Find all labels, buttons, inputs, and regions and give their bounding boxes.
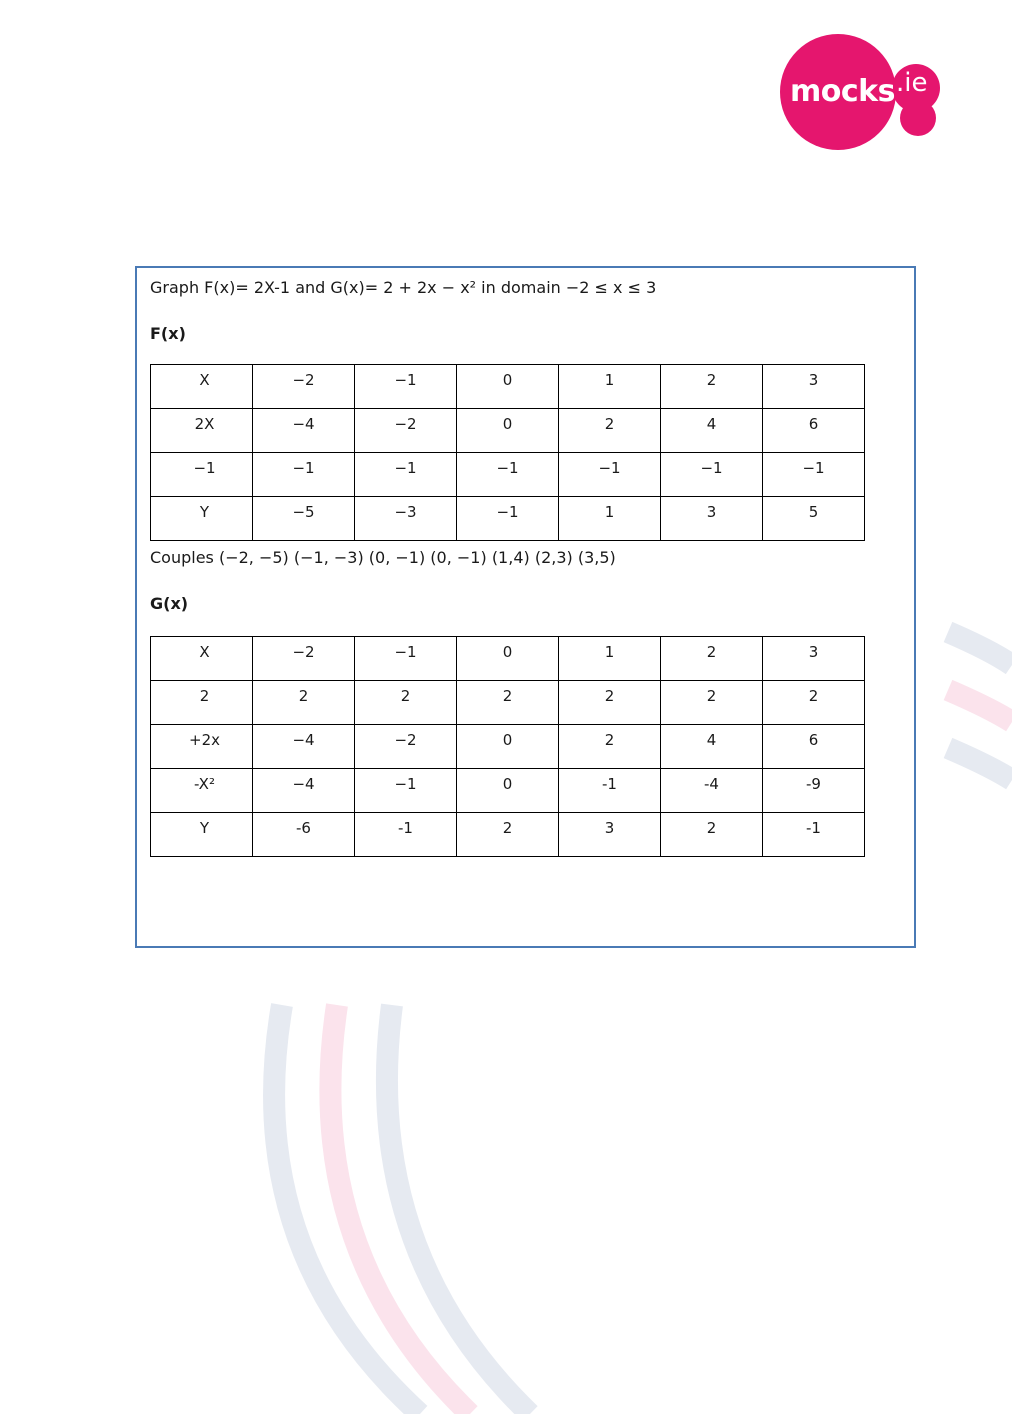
table-cell: 0 [457, 409, 559, 453]
row-header-cell: Y [151, 813, 253, 857]
table-cell: 2 [457, 681, 559, 725]
row-header-cell: -X² [151, 769, 253, 813]
mocks-ie-logo [780, 34, 940, 154]
table-cell: -1 [559, 769, 661, 813]
table-row [151, 813, 865, 857]
table-cell: −2 [355, 409, 457, 453]
table-cell: −1 [355, 453, 457, 497]
table-cell: 2 [559, 409, 661, 453]
f-values-table [150, 364, 865, 541]
table-cell: -6 [253, 813, 355, 857]
table-cell: −1 [253, 453, 355, 497]
table-cell: -1 [763, 813, 865, 857]
table-cell: −2 [253, 637, 355, 681]
g-table-label: G(x) [150, 594, 189, 613]
table-cell: −2 [253, 365, 355, 409]
table-cell: 2 [763, 681, 865, 725]
table-cell: 2 [661, 365, 763, 409]
table-cell: −1 [457, 497, 559, 541]
table-cell: -4 [661, 769, 763, 813]
table-cell: −1 [457, 453, 559, 497]
table-cell: −1 [763, 453, 865, 497]
table-cell: 4 [661, 725, 763, 769]
row-header-cell: 2 [151, 681, 253, 725]
table-cell: 4 [661, 409, 763, 453]
row-header-cell: Y [151, 497, 253, 541]
f-table-label: F(x) [150, 324, 186, 343]
table-cell: 2 [559, 681, 661, 725]
table-cell: 2 [355, 681, 457, 725]
question-heading: Graph F(x)= 2X-1 and G(x)= 2 + 2x − x² in domain −2 ≤ x ≤ 3 [150, 278, 657, 297]
table-row [151, 365, 865, 409]
row-header-cell: X [151, 637, 253, 681]
table-cell: −1 [355, 365, 457, 409]
table-cell: −4 [253, 769, 355, 813]
logo-wordmark: mocks [790, 74, 895, 109]
table-row [151, 681, 865, 725]
row-header-cell: −1 [151, 453, 253, 497]
table-cell: 3 [559, 813, 661, 857]
row-header-cell: 2X [151, 409, 253, 453]
table-cell: 2 [661, 813, 763, 857]
table-cell: 1 [559, 497, 661, 541]
table-cell: −2 [355, 725, 457, 769]
table-cell: −5 [253, 497, 355, 541]
table-cell: 0 [457, 365, 559, 409]
table-cell: 3 [763, 365, 865, 409]
table-row [151, 497, 865, 541]
couples-text: Couples (−2, −5) (−1, −3) (0, −1) (0, −1) (1,4) (2,3) (3,5) [150, 548, 616, 567]
table-cell: 3 [763, 637, 865, 681]
table-cell: −3 [355, 497, 457, 541]
table-cell: −1 [355, 769, 457, 813]
g-values-table [150, 636, 865, 857]
table-row [151, 453, 865, 497]
table-cell: 1 [559, 637, 661, 681]
table-cell: 2 [559, 725, 661, 769]
row-header-cell: +2x [151, 725, 253, 769]
row-header-cell: X [151, 365, 253, 409]
table-row [151, 725, 865, 769]
logo-suffix: .ie [896, 68, 928, 98]
table-cell: 0 [457, 637, 559, 681]
table-cell: -1 [355, 813, 457, 857]
table-cell: −1 [559, 453, 661, 497]
table-cell: 5 [763, 497, 865, 541]
table-row [151, 409, 865, 453]
table-cell: -9 [763, 769, 865, 813]
table-cell: 2 [253, 681, 355, 725]
table-cell: 1 [559, 365, 661, 409]
worked-solution-box [135, 266, 916, 948]
table-cell: 2 [661, 637, 763, 681]
table-row [151, 637, 865, 681]
table-cell: −4 [253, 409, 355, 453]
table-cell: 3 [661, 497, 763, 541]
table-cell: 2 [661, 681, 763, 725]
table-row [151, 769, 865, 813]
table-cell: −1 [355, 637, 457, 681]
table-cell: 0 [457, 769, 559, 813]
table-cell: 6 [763, 725, 865, 769]
table-cell: −1 [661, 453, 763, 497]
table-cell: −4 [253, 725, 355, 769]
table-cell: 0 [457, 725, 559, 769]
table-cell: 6 [763, 409, 865, 453]
table-cell: 2 [457, 813, 559, 857]
